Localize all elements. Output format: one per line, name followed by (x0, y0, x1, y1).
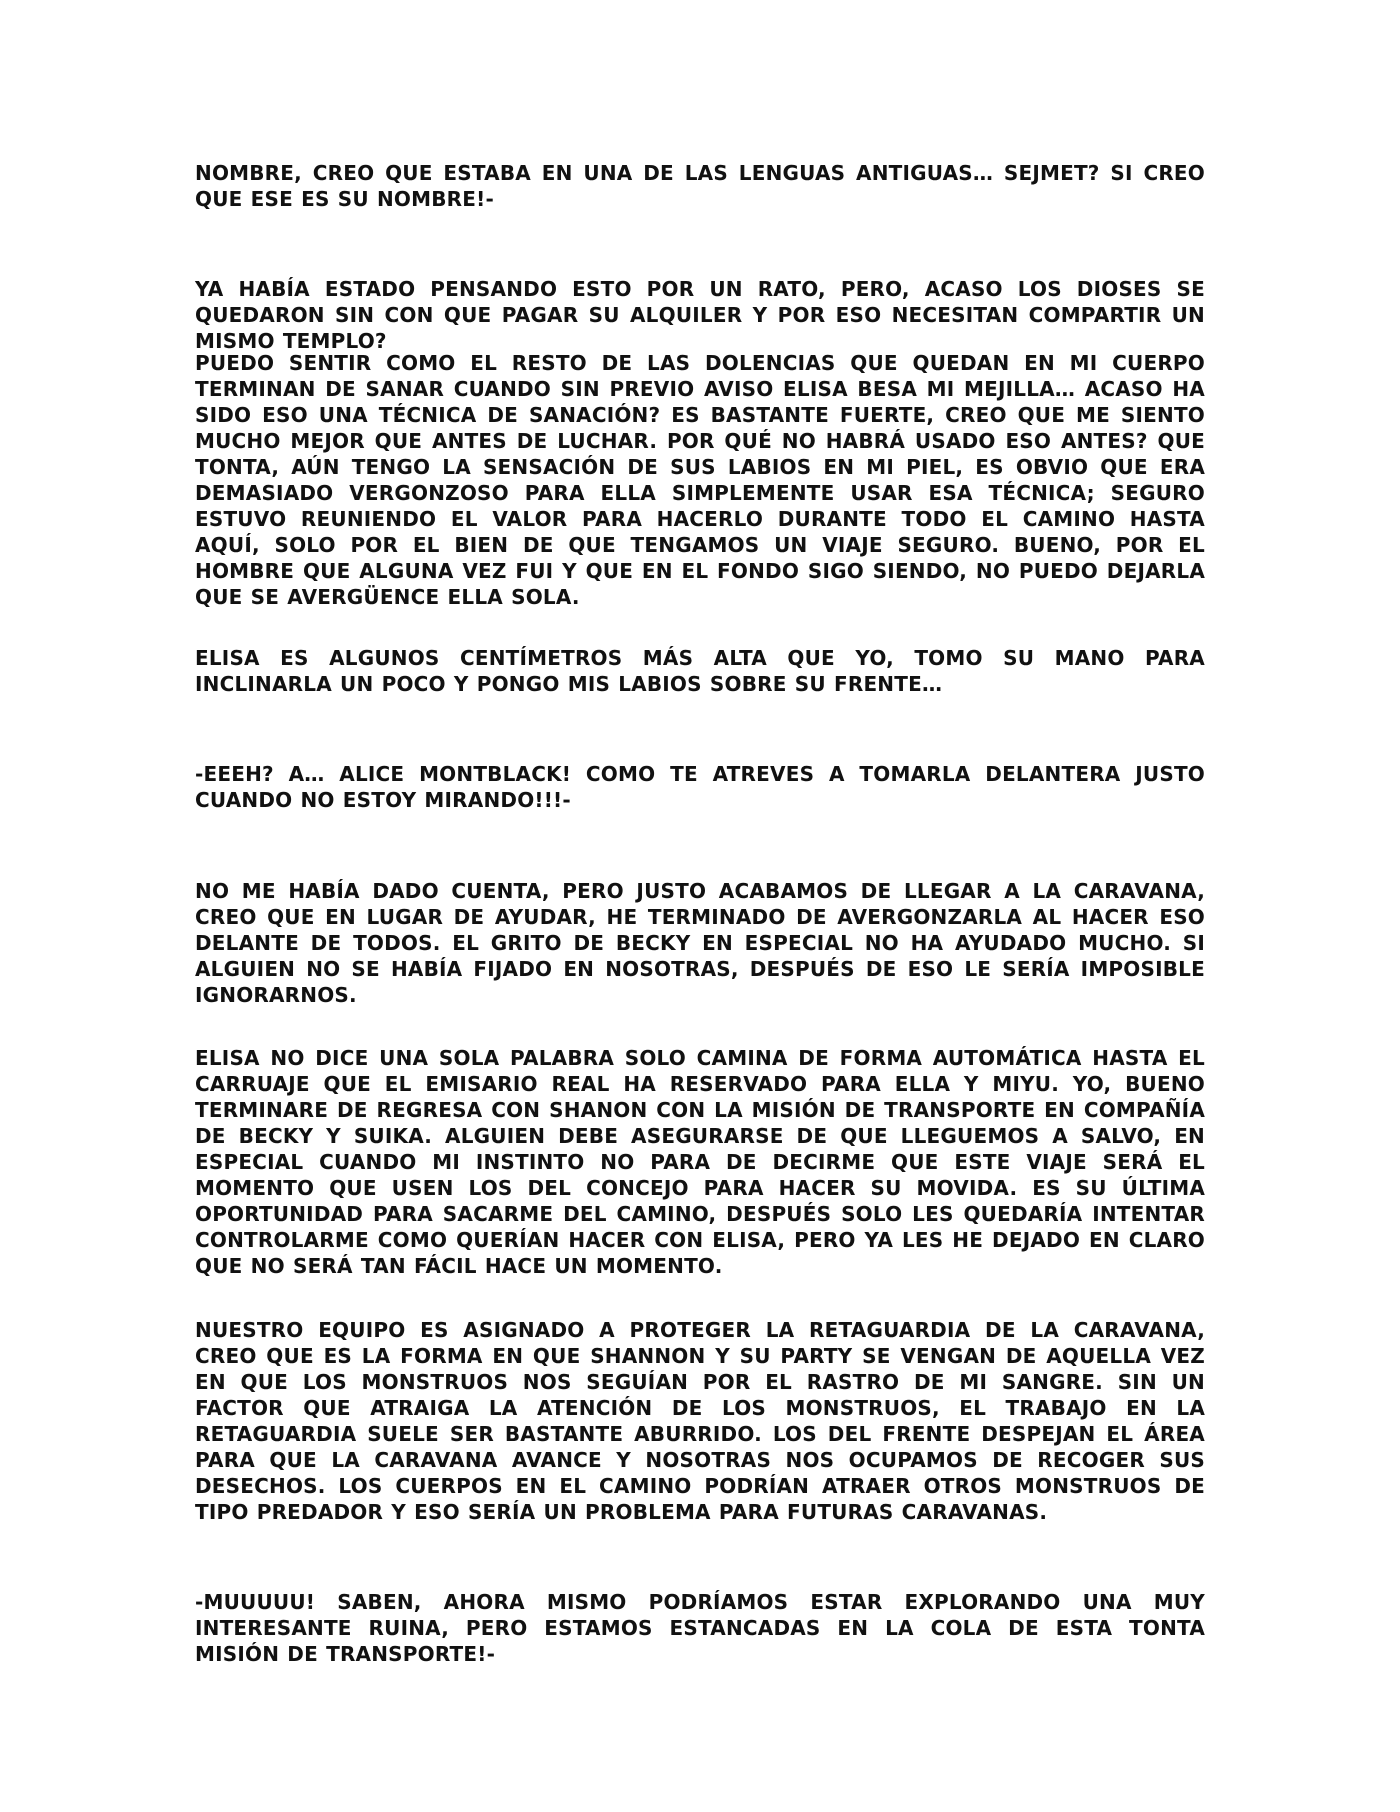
paragraph-6: NO ME HABÍA DADO CUENTA, PERO JUSTO ACABAMOS DE LLEGAR A LA CARAVANA, CREO QUE EN LUGAR DE AYUDAR, HE TERMINADO DE AVERGONZARLA AL HACER ESO DELANTE DE TODOS. EL GRITO DE BECKY EN ESPECIAL NO HA AYUDADO MUCHO. SI ALGUIEN NO SE HABÍA FIJADO EN NOSOTRAS, DESPUÉS DE ESO LE SERÍA IMPOSIBLE IGNORARNOS. (195, 879, 1205, 1007)
paragraph-8: NUESTRO EQUIPO ES ASIGNADO A PROTEGER LA RETAGUARDIA DE LA CARAVANA, CREO QUE ES LA FORMA EN QUE SHANNON Y SU PARTY SE VENGAN DE AQUELLA VEZ EN QUE LOS MONSTRUOS NOS SEGUÍAN POR EL RASTRO DE MI SANGRE. SIN UN FACTOR QUE ATRAIGA LA ATENCIÓN DE LOS MONSTRUOS, EL TRABAJO EN LA RETAGUARDIA SUELE SER BASTANTE ABURRIDO. LOS DEL FRENTE DESPEJAN EL ÁREA PARA QUE LA CARAVANA AVANCE Y NOSOTRAS NOS OCUPAMOS DE RECOGER SUS DESECHOS. LOS CUERPOS EN EL CAMINO PODRÍAN ATRAER OTROS MONSTRUOS DE TIPO PREDADOR Y ESO SERÍA UN PROBLEMA PARA FUTURAS CARAVANAS. (195, 1318, 1205, 1524)
paragraph-1: NOMBRE, CREO QUE ESTABA EN UNA DE LAS LENGUAS ANTIGUAS… SEJMET? SI CREO QUE ESE ES SU NOMBRE!- (195, 161, 1205, 211)
paragraph-2: YA HABÍA ESTADO PENSANDO ESTO POR UN RATO, PERO, ACASO LOS DIOSES SE QUEDARON SIN CON QUE PAGAR SU ALQUILER Y POR ESO NECESITAN COMPARTIR UN MISMO TEMPLO? (195, 277, 1205, 353)
paragraph-9: -MUUUUU! SABEN, AHORA MISMO PODRÍAMOS ESTAR EXPLORANDO UNA MUY INTERESANTE RUINA, PERO ESTAMOS ESTANCADAS EN LA COLA DE ESTA TONTA MISIÓN DE TRANSPORTE!- (195, 1590, 1205, 1666)
paragraph-4: ELISA ES ALGUNOS CENTÍMETROS MÁS ALTA QUE YO, TOMO SU MANO PARA INCLINARLA UN POCO Y PONGO MIS LABIOS SOBRE SU FRENTE… (195, 646, 1205, 696)
paragraph-5: -EEEH? A… ALICE MONTBLACK! COMO TE ATREVES A TOMARLA DELANTERA JUSTO CUANDO NO ESTOY MIRANDO!!!- (195, 762, 1205, 812)
paragraph-3: PUEDO SENTIR COMO EL RESTO DE LAS DOLENCIAS QUE QUEDAN EN MI CUERPO TERMINAN DE SANAR CUANDO SIN PREVIO AVISO ELISA BESA MI MEJILLA… ACASO HA SIDO ESO UNA TÉCNICA DE SANACIÓN? ES BASTANTE FUERTE, CREO QUE ME SIENTO MUCHO MEJOR QUE ANTES DE LUCHAR. POR QUÉ NO HABRÁ USADO ESO ANTES? QUE TONTA, AÚN TENGO LA SENSACIÓN DE SUS LABIOS EN MI PIEL, ES OBVIO QUE ERA DEMASIADO VERGONZOSO PARA ELLA SIMPLEMENTE USAR ESA TÉCNICA; SEGURO ESTUVO REUNIENDO EL VALOR PARA HACERLO DURANTE TODO EL CAMINO HASTA AQUÍ, SOLO POR EL BIEN DE QUE TENGAMOS UN VIAJE SEGURO. BUENO, POR EL HOMBRE QUE ALGUNA VEZ FUI Y QUE EN EL FONDO SIGO SIENDO, NO PUEDO DEJARLA QUE SE AVERGÜENCE ELLA SOLA. (195, 351, 1205, 609)
paragraph-7: ELISA NO DICE UNA SOLA PALABRA SOLO CAMINA DE FORMA AUTOMÁTICA HASTA EL CARRUAJE QUE EL EMISARIO REAL HA RESERVADO PARA ELLA Y MIYU. YO, BUENO TERMINARE DE REGRESA CON SHANON CON LA MISIÓN DE TRANSPORTE EN COMPAÑÍA DE BECKY Y SUIKA. ALGUIEN DEBE ASEGURARSE DE QUE LLEGUEMOS A SALVO, EN ESPECIAL CUANDO MI INSTINTO NO PARA DE DECIRME QUE ESTE VIAJE SERÁ EL MOMENTO QUE USEN LOS DEL CONCEJO PARA HACER SU MOVIDA. ES SU ÚLTIMA OPORTUNIDAD PARA SACARME DEL CAMINO, DESPUÉS SOLO LES QUEDARÍA INTENTAR CONTROLARME COMO QUERÍAN HACER CON ELISA, PERO YA LES HE DEJADO EN CLARO QUE NO SERÁ TAN FÁCIL HACE UN MOMENTO. (195, 1046, 1205, 1278)
